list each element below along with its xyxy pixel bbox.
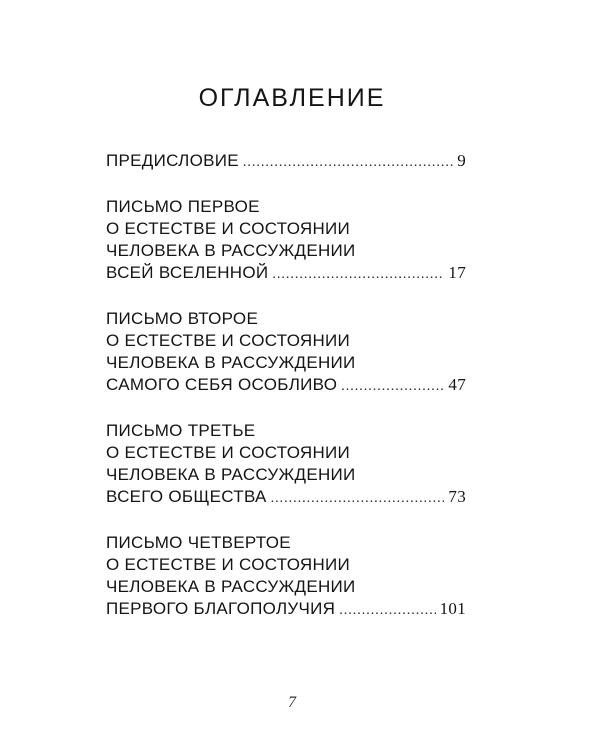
dot-leader [339, 600, 435, 622]
toc-entry-title-line: О ЕСТЕСТВЕ И СОСТОЯНИИ [106, 331, 351, 350]
toc-entry-title-line: О ЕСТЕСТВЕ И СОСТОЯНИИ [106, 555, 351, 574]
toc-entry-title-line: САМОГО СЕБЯ ОСОБЛИВО [106, 375, 338, 394]
dot-leader [271, 488, 445, 510]
toc-page-number: 101 [439, 599, 466, 618]
toc-entry-title-line: ПИСЬМО ЧЕТВЕРТОЕ [106, 533, 291, 552]
toc-entry-letter-4 [106, 532, 466, 622]
toc-entry-letter-3 [106, 420, 466, 510]
toc-entry-title-line: ЧЕЛОВЕКА В РАССУЖДЕНИИ [106, 465, 356, 484]
toc-entry-title-line: ВСЕЙ ВСЕЛЕННОЙ [106, 263, 269, 282]
toc-entry-letter-2 [106, 308, 466, 398]
toc-page-number: 47 [448, 375, 466, 394]
toc-entry-title-line: ПИСЬМО ПЕРВОЕ [106, 197, 260, 216]
toc-entry-title-line: ВСЕГО ОБЩЕСТВА [106, 487, 267, 506]
page-title: ОГЛАВЛЕНИЕ [198, 84, 386, 112]
toc-entry-preface [106, 150, 466, 174]
toc-page-number: 9 [457, 151, 466, 170]
toc-entry-title-line: ПЕРВОГО БЛАГОПОЛУЧИЯ [106, 599, 336, 618]
table-of-contents [106, 150, 466, 644]
toc-entry-title-line: ЧЕЛОВЕКА В РАССУЖДЕНИИ [106, 241, 356, 260]
toc-entry-letter-1 [106, 196, 466, 286]
toc-page-number: 73 [448, 487, 466, 506]
dot-leader [243, 152, 453, 174]
toc-entry-title-line: ЧЕЛОВЕКА В РАССУЖДЕНИИ [106, 577, 356, 596]
dot-leader [272, 264, 444, 286]
toc-entry-title-line: О ЕСТЕСТВЕ И СОСТОЯНИИ [106, 219, 351, 238]
toc-entry-title-line: ПРЕДИСЛОВИЕ [106, 151, 239, 170]
toc-page-number: 17 [448, 263, 466, 282]
toc-entry-title-line: ЧЕЛОВЕКА В РАССУЖДЕНИИ [106, 353, 356, 372]
toc-entry-title-line: ПИСЬМО ТРЕТЬЕ [106, 421, 256, 440]
dot-leader [341, 376, 444, 398]
folio-page-number: 7 [288, 694, 296, 711]
toc-entry-title-line: ПИСЬМО ВТОРОЕ [106, 309, 259, 328]
toc-entry-title-line: О ЕСТЕСТВЕ И СОСТОЯНИИ [106, 443, 351, 462]
